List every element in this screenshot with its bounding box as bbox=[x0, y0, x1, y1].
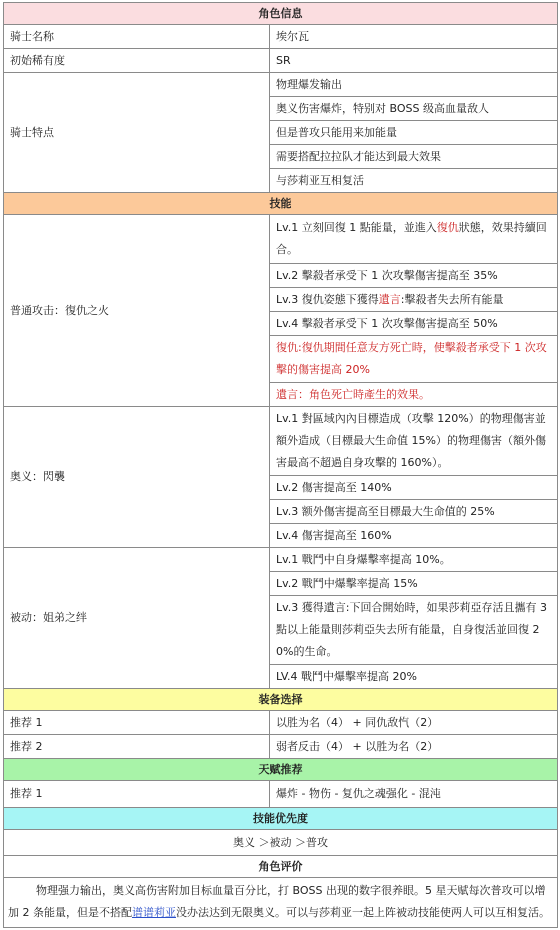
cell-value: 爆炸 - 物伤 - 复仇之魂强化 - 混沌 bbox=[270, 781, 558, 808]
skill-ultimate-row bbox=[4, 407, 558, 476]
keyword-last-words: 遺言 bbox=[378, 292, 401, 306]
info-row-name bbox=[4, 25, 558, 49]
review-row bbox=[4, 878, 558, 928]
skill-normal-row bbox=[4, 215, 558, 264]
trait-item: 与莎莉亚互相复活 bbox=[270, 169, 558, 193]
equipment-row bbox=[4, 711, 558, 735]
cell-value: 弱者反击（4） + 以胜为名（2） bbox=[270, 735, 558, 759]
trait-item: 奥义伤害爆炸，特别对 BOSS 级高血量敌人 bbox=[270, 97, 558, 121]
cell-label: 推荐 1 bbox=[4, 711, 270, 735]
section-title: 角色信息 bbox=[4, 3, 558, 25]
skill-name: 被动：姐弟之绊 bbox=[4, 548, 270, 689]
section-header-skills bbox=[4, 193, 558, 215]
section-header-priority bbox=[4, 808, 558, 830]
section-title: 技能 bbox=[4, 193, 558, 215]
skill-level-text: Lv.2 傷害提高至 140% bbox=[270, 476, 558, 500]
skill-passive-row bbox=[4, 548, 558, 572]
equipment-row bbox=[4, 735, 558, 759]
section-title: 天赋推荐 bbox=[4, 759, 558, 781]
skill-level-text: Lv.3 獲得遺言:下回合開始時，如果莎莉亞存活且攜有 3 點以上能量則莎莉亞失去所有能量，自身復活並回復 20%的生命。 bbox=[270, 596, 558, 665]
trait-item: 需要搭配拉拉队才能达到最大效果 bbox=[270, 145, 558, 169]
trait-item: 物理爆发输出 bbox=[270, 73, 558, 97]
priority-value: 奥义 ＞被动 ＞普攻 bbox=[4, 830, 558, 856]
skill-name: 奥义：閃襲 bbox=[4, 407, 270, 548]
info-row-traits bbox=[4, 73, 558, 97]
info-row-rarity bbox=[4, 49, 558, 73]
skill-level-text: Lv.4 傷害提高至 160% bbox=[270, 524, 558, 548]
keyword-revenge: 復仇 bbox=[436, 221, 459, 234]
section-title: 装备选择 bbox=[4, 689, 558, 711]
section-title: 角色评价 bbox=[4, 856, 558, 878]
section-header-equipment bbox=[4, 689, 558, 711]
skill-level-text: Lv.4 擊殺者承受下 1 次攻擊傷害提高至 50% bbox=[270, 312, 558, 336]
skill-name: 普通攻击：復仇之火 bbox=[4, 215, 270, 407]
review-link[interactable]: 谱谱莉亚 bbox=[132, 906, 176, 919]
cell-value: SR bbox=[270, 49, 558, 73]
section-title: 技能优先度 bbox=[4, 808, 558, 830]
skill-level-text: Lv.3 復仇姿態下獲得遺言:擊殺者失去所有能量 bbox=[270, 288, 558, 312]
skill-level-text: Lv.1 對區域內內目標造成（攻擊 120%）的物理傷害並額外造成（目標最大生命值 15%）的物理傷害（額外傷害最高不超過自身攻擊的 160%）。 bbox=[270, 407, 558, 476]
character-guide bbox=[3, 2, 557, 928]
cell-value: 以胜为名（4） + 同仇敌忾（2） bbox=[270, 711, 558, 735]
skill-level-text: Lv.1 立刻回復 1 點能量，並進入復仇狀態，效果持續回合。 bbox=[270, 215, 558, 264]
section-header-talent bbox=[4, 759, 558, 781]
trait-item: 但是普攻只能用来加能量 bbox=[270, 121, 558, 145]
keyword-note: 復仇:復仇期間任意友方死亡時，使擊殺者承受下 1 次攻擊的傷害提高 20% bbox=[270, 336, 558, 383]
skill-level-text: Lv.1 戰鬥中自身爆擊率提高 10%。 bbox=[270, 548, 558, 572]
skill-level-text: Lv.2 戰鬥中爆擊率提高 15% bbox=[270, 572, 558, 596]
skill-level-text: Lv.2 擊殺者承受下 1 次攻擊傷害提高至 35% bbox=[270, 264, 558, 288]
cell-label: 推荐 1 bbox=[4, 781, 270, 808]
section-header-info bbox=[4, 3, 558, 25]
cell-label: 骑士特点 bbox=[4, 73, 270, 193]
cell-label: 骑士名称 bbox=[4, 25, 270, 49]
section-header-review bbox=[4, 856, 558, 878]
keyword-note: 遺言：角色死亡時產生的效果。 bbox=[270, 383, 558, 407]
review-text: 物理强力输出，奥义高伤害附加目标血量百分比，打 BOSS 出现的数字很养眼。5 星天赋每次普攻可以增加 2 条能量，但是不搭配谱谱莉亚没办法达到无限奥义。可以与莎莉亚一起上阵被动技能使两人可以互相复活。 bbox=[4, 878, 558, 928]
cell-label: 初始稀有度 bbox=[4, 49, 270, 73]
skill-level-text: LV.4 戰鬥中爆擊率提高 20% bbox=[270, 665, 558, 689]
skill-level-text: Lv.3 额外傷害提高至目標最大生命值的 25% bbox=[270, 500, 558, 524]
cell-value: 埃尔瓦 bbox=[270, 25, 558, 49]
guide-table bbox=[3, 2, 558, 928]
priority-row bbox=[4, 830, 558, 856]
talent-row bbox=[4, 781, 558, 808]
cell-label: 推荐 2 bbox=[4, 735, 270, 759]
